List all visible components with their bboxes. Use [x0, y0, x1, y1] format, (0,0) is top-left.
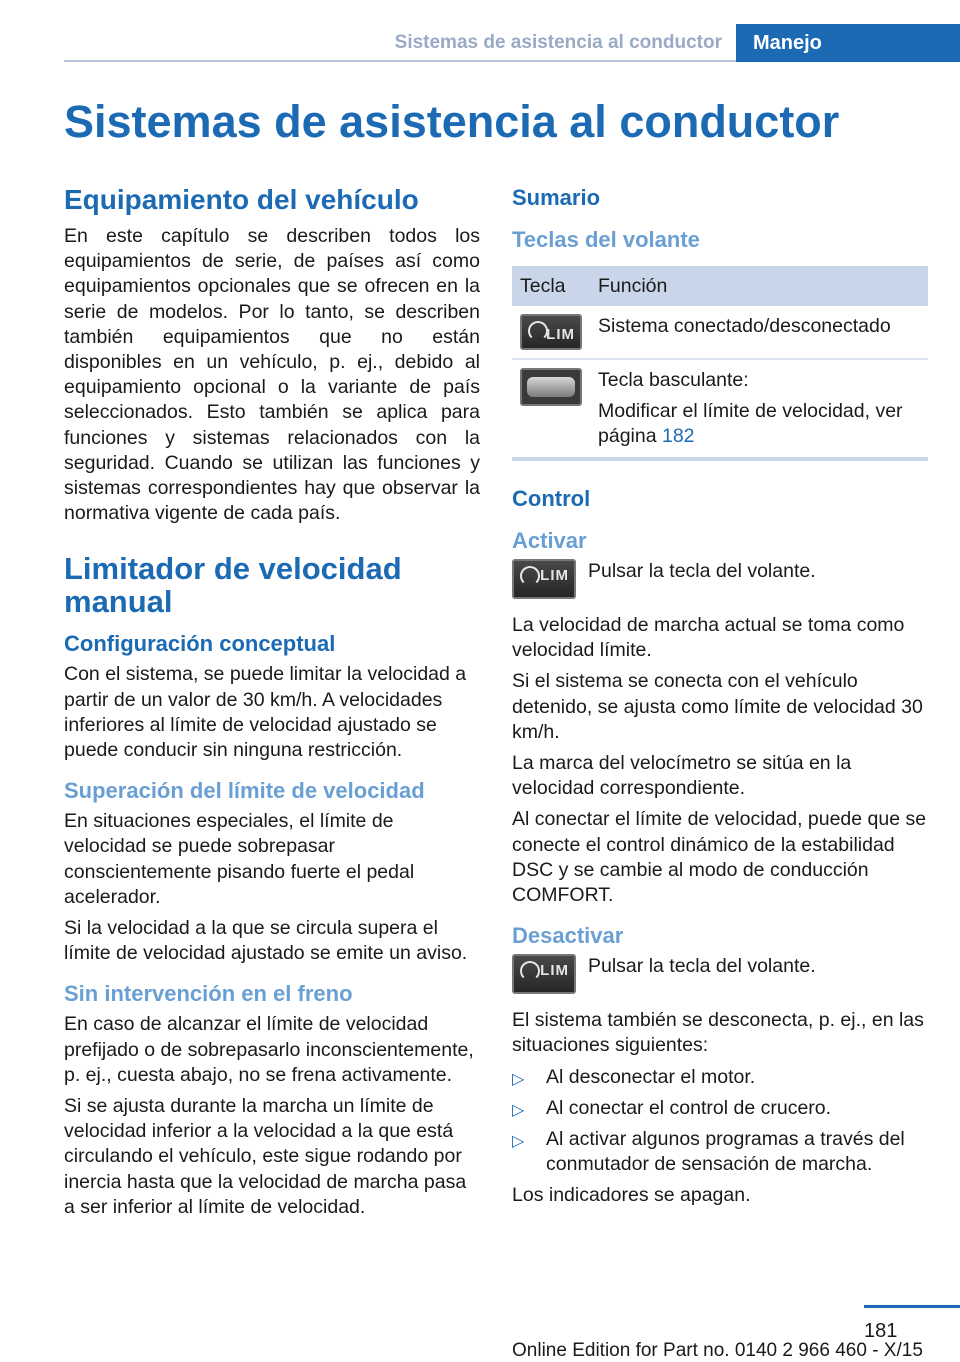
deactivate-step: [512, 954, 928, 994]
activate-step-text: Pulsar la tecla del volante.: [588, 560, 816, 582]
keys-heading: Teclas del volante: [512, 227, 700, 252]
limiter-heading: Limitador de velocidad manual: [64, 551, 402, 620]
exceed-text-1: En situaciones especiales, el límite de velocidad se puede sobrepasar conscientemente pisando fuerte el pedal acelerador.: [64, 810, 415, 908]
list-item: ▷ Al activar algunos programas a través del conmutador de sensación de marcha.: [512, 1128, 905, 1176]
activate-text-4: Al conectar el límite de velocidad, puede que se conecte el control dinámico de la estabilidad DSC y se cambie al modo de conducción COMFORT.: [512, 808, 927, 907]
activate-text-2: Si el sistema se conecta con el vehículo detenido, se ajusta como límite de velocidad 30 km/h.: [512, 670, 923, 743]
deactivate-step-text: Pulsar la tecla del volante.: [588, 955, 816, 978]
exceed-text-2: Si la velocidad a la que se circula supera el límite de velocidad ajustado se emite un aviso.: [64, 917, 468, 965]
row-function-text: Modificar el límite de velocidad, ver página: [598, 400, 903, 447]
table-row: [512, 306, 928, 359]
page-number: 181: [864, 1320, 898, 1342]
rocker-switch-icon: [520, 368, 582, 406]
concept-text: Con el sistema, se puede limitar la velocidad a partir de un valor de 30 km/h. A velocidades inferiores al límite de velocidad ajustado se puede conducir sin ninguna restricción.: [64, 663, 467, 762]
deactivate-heading: Desactivar: [512, 923, 624, 949]
summary-heading: Sumario: [512, 185, 601, 210]
deactivate-text-2: Los indicadores se apagan.: [512, 1184, 751, 1207]
equipment-heading: Equipamiento del vehículo: [64, 184, 419, 215]
activate-heading: Activar: [512, 528, 587, 553]
list-item: ▷ Al conectar el control de crucero.: [512, 1096, 928, 1121]
keys-table: [512, 266, 928, 461]
row-function-text: Sistema conectado/desconectado: [590, 306, 928, 359]
row-function-title: Tecla basculante:: [598, 369, 749, 391]
table-header-row: [512, 266, 928, 306]
brake-text-2: Si se ajusta durante la marcha un límite de velocidad inferior a la velocidad a la que está circulando el vehículo, este sigue rodando por inercia hasta que la velocidad de marcha pasa a ser inferior al límite de velocidad.: [64, 1095, 467, 1218]
brake-text-1: En caso de alcanzar el límite de velocidad prefijado o de sobrepasarlo inconscientemente, p. ej., cuesta abajo, no se frena activamente.: [64, 1013, 474, 1086]
header-chapter-tab: Manejo: [736, 24, 960, 62]
footer-edition: Online Edition for Part no. 0140 2 966 460 - X/15: [512, 1340, 923, 1361]
activate-text-3: La marca del velocímetro se sitúa en la velocidad correspondiente.: [512, 752, 852, 800]
lim-button-icon: LIM: [512, 559, 576, 599]
page-title: Sistemas de asistencia al conductor: [64, 96, 840, 147]
concept-heading: Configuración conceptual: [64, 631, 336, 657]
triangle-bullet-icon: ▷: [512, 1070, 525, 1088]
lim-button-icon: LIM: [520, 314, 582, 350]
table-row: [512, 359, 928, 459]
lim-button-icon: LIM: [512, 954, 576, 994]
footer-rule: [864, 1305, 960, 1308]
triangle-bullet-icon: ▷: [512, 1133, 525, 1151]
page-link[interactable]: 182: [661, 425, 695, 447]
activate-text-1: La velocidad de marcha actual se toma como velocidad límite.: [512, 614, 905, 662]
header-section-title: Sistemas de asistencia al conductor: [394, 32, 722, 53]
control-heading: Control: [512, 486, 591, 511]
list-item: ▷ Al desconectar el motor.: [512, 1065, 928, 1090]
triangle-bullet-icon: ▷: [512, 1101, 525, 1119]
table-header-function: Función: [590, 266, 928, 306]
right-column: [512, 184, 928, 1215]
equipment-text: En este capítulo se describen todos los equipamientos de serie, de países así como equipamientos opcionales que se ofrecen en la serie de modelos. Por lo tanto, se describen también equipamientos que no están disponibles en un vehículo, p. ej., debido al equipamiento opcional o la variante de país seleccionados. Esto también se aplica para funciones y sistemas relacionados con la seguridad. Cuando se utilizan las funciones y sistemas correspondientes hay que observar la normativa vigente de cada país.: [64, 225, 480, 525]
exceed-heading: Superación del límite de velocidad: [64, 778, 425, 804]
brake-heading: Sin intervención en el freno: [64, 981, 353, 1007]
left-column: [64, 184, 480, 1226]
activate-step: [512, 559, 928, 599]
deactivate-text-1: El sistema también se desconecta, p. ej., en las situaciones siguientes:: [512, 1009, 924, 1057]
table-header-key: Tecla: [512, 266, 590, 306]
situation-list: [512, 1065, 928, 1178]
